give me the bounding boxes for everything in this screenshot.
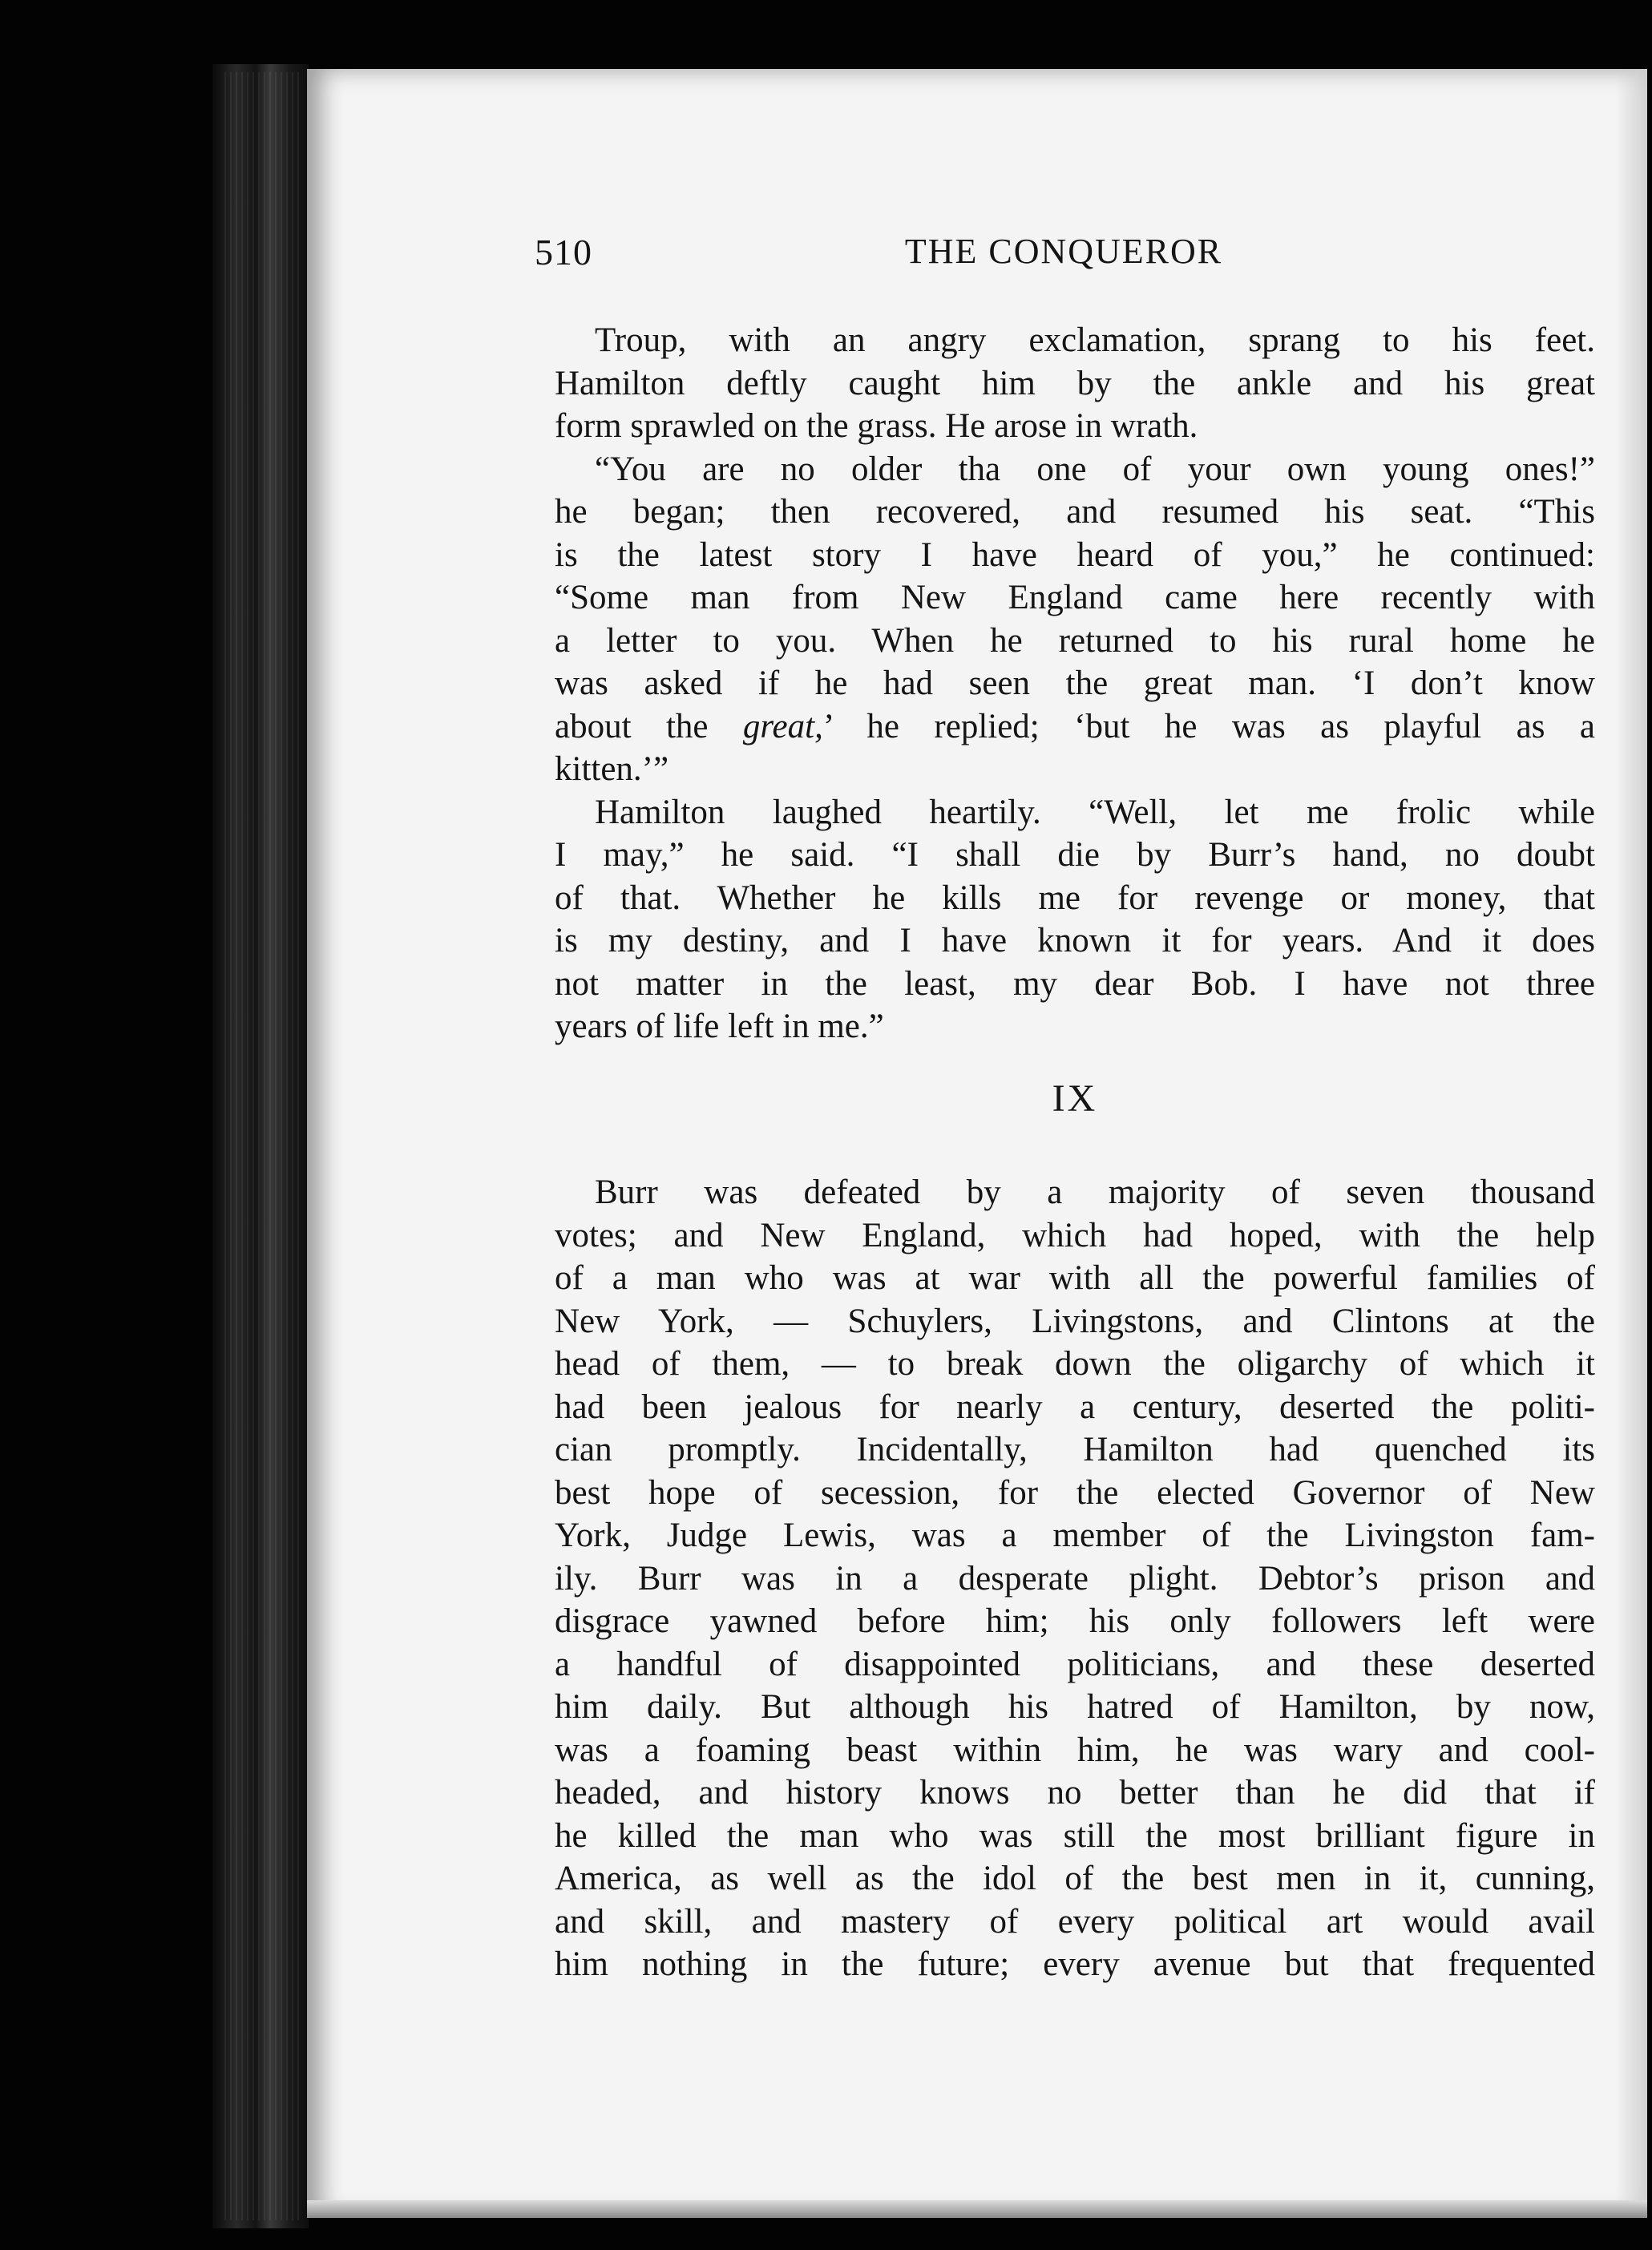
page-body bbox=[555, 319, 1595, 1986]
paragraph-3 bbox=[555, 791, 1595, 1048]
text-line: a letter to you. When he returned to his rural home he bbox=[555, 621, 1595, 660]
text-line: years of life left in me.” bbox=[555, 1008, 884, 1045]
text-line: votes; and New England, which had hoped, with the help bbox=[555, 1216, 1595, 1254]
text-line: New York, — Schuylers, Livingstons, and Clintons at the bbox=[555, 1302, 1595, 1340]
running-head: THE CONQUEROR bbox=[904, 232, 1223, 271]
text-line: a handful of disappointed politicians, and these deserted bbox=[555, 1645, 1595, 1683]
page-bottom-edge bbox=[307, 2200, 1647, 2218]
page-header bbox=[535, 231, 1593, 279]
text-line: of a man who was at war with all the powerful families of bbox=[555, 1259, 1595, 1297]
text-line: was asked if he had seen the great man. ‘I don’t know bbox=[555, 664, 1595, 702]
text-line: “Some man from New England came here recently with bbox=[555, 579, 1595, 616]
text-line: America, as well as the idol of the best men in it, cunning, bbox=[555, 1860, 1595, 1897]
text-line: I may,” he said. “I shall die by Burr’s hand, no doubt bbox=[555, 836, 1595, 874]
text-line: had been jealous for nearly a century, deserted the politi- bbox=[555, 1388, 1595, 1426]
text-line: headed, and history knows no better than he did that if bbox=[555, 1774, 1595, 1812]
text-line: head of them, — to break down the oligarchy of which it bbox=[555, 1345, 1595, 1383]
paragraph-2 bbox=[555, 448, 1595, 791]
text-line: cian promptly. Incidentally, Hamilton had quenched its bbox=[555, 1431, 1595, 1468]
text-line: Hamilton deftly caught him by the ankle and his great bbox=[555, 364, 1595, 402]
text-segment: ’ he replied; ‘but he was as playful as a bbox=[822, 707, 1595, 745]
text-line: “You are no older tha one of your own young ones!” bbox=[595, 450, 1595, 488]
text-line: best hope of secession, for the elected Governor of New bbox=[555, 1473, 1595, 1512]
text-line: he killed the man who was still the most brilliant figure in bbox=[555, 1816, 1595, 1855]
text-segment: about the bbox=[555, 707, 743, 745]
text-line: not matter in the least, my dear Bob. I have not three bbox=[555, 964, 1595, 1003]
text-line: York, Judge Lewis, was a member of the Livingston fam- bbox=[555, 1517, 1595, 1554]
page-number: 510 bbox=[535, 232, 592, 273]
text-line: form sprawled on the grass. He arose in wrath. bbox=[555, 407, 1198, 445]
text-line: he began; then recovered, and resumed his seat. “This bbox=[555, 493, 1595, 531]
text-line: is my destiny, and I have known it for years. And it does bbox=[555, 922, 1595, 959]
text-line: disgrace yawned before him; his only followers left were bbox=[555, 1602, 1595, 1640]
text-line: is the latest story I have heard of you,” he continued: bbox=[555, 535, 1595, 574]
page-outer-edge bbox=[1615, 69, 1647, 2217]
text-line: Burr was defeated by a majority of seven thousand bbox=[595, 1173, 1595, 1211]
text-line: Hamilton laughed heartily. “Well, let me frolic while bbox=[595, 793, 1595, 831]
section-heading: IX bbox=[1052, 1077, 1098, 1120]
text-line: him nothing in the future; every avenue but that frequented bbox=[555, 1945, 1595, 1983]
spine-page-edges bbox=[224, 72, 301, 2220]
text-line: was a foaming beast within him, he was wary and cool- bbox=[555, 1731, 1595, 1769]
italic-word: great, bbox=[742, 707, 823, 745]
text-line-italic bbox=[555, 705, 1595, 749]
paragraph-1 bbox=[555, 319, 1595, 448]
text-line: of that. Whether he kills me for revenge or money, that bbox=[555, 879, 1595, 917]
paragraph-4 bbox=[555, 1171, 1595, 1986]
text-line: and skill, and mastery of every political art would avail bbox=[555, 1902, 1595, 1941]
text-line: kitten.’” bbox=[555, 750, 669, 788]
text-line: Troup, with an angry exclamation, sprang to his feet. bbox=[595, 321, 1595, 359]
text-line: ily. Burr was in a desperate plight. Debtor’s prison and bbox=[555, 1559, 1595, 1598]
text-line: him daily. But although his hatred of Hamilton, by now, bbox=[555, 1688, 1595, 1726]
